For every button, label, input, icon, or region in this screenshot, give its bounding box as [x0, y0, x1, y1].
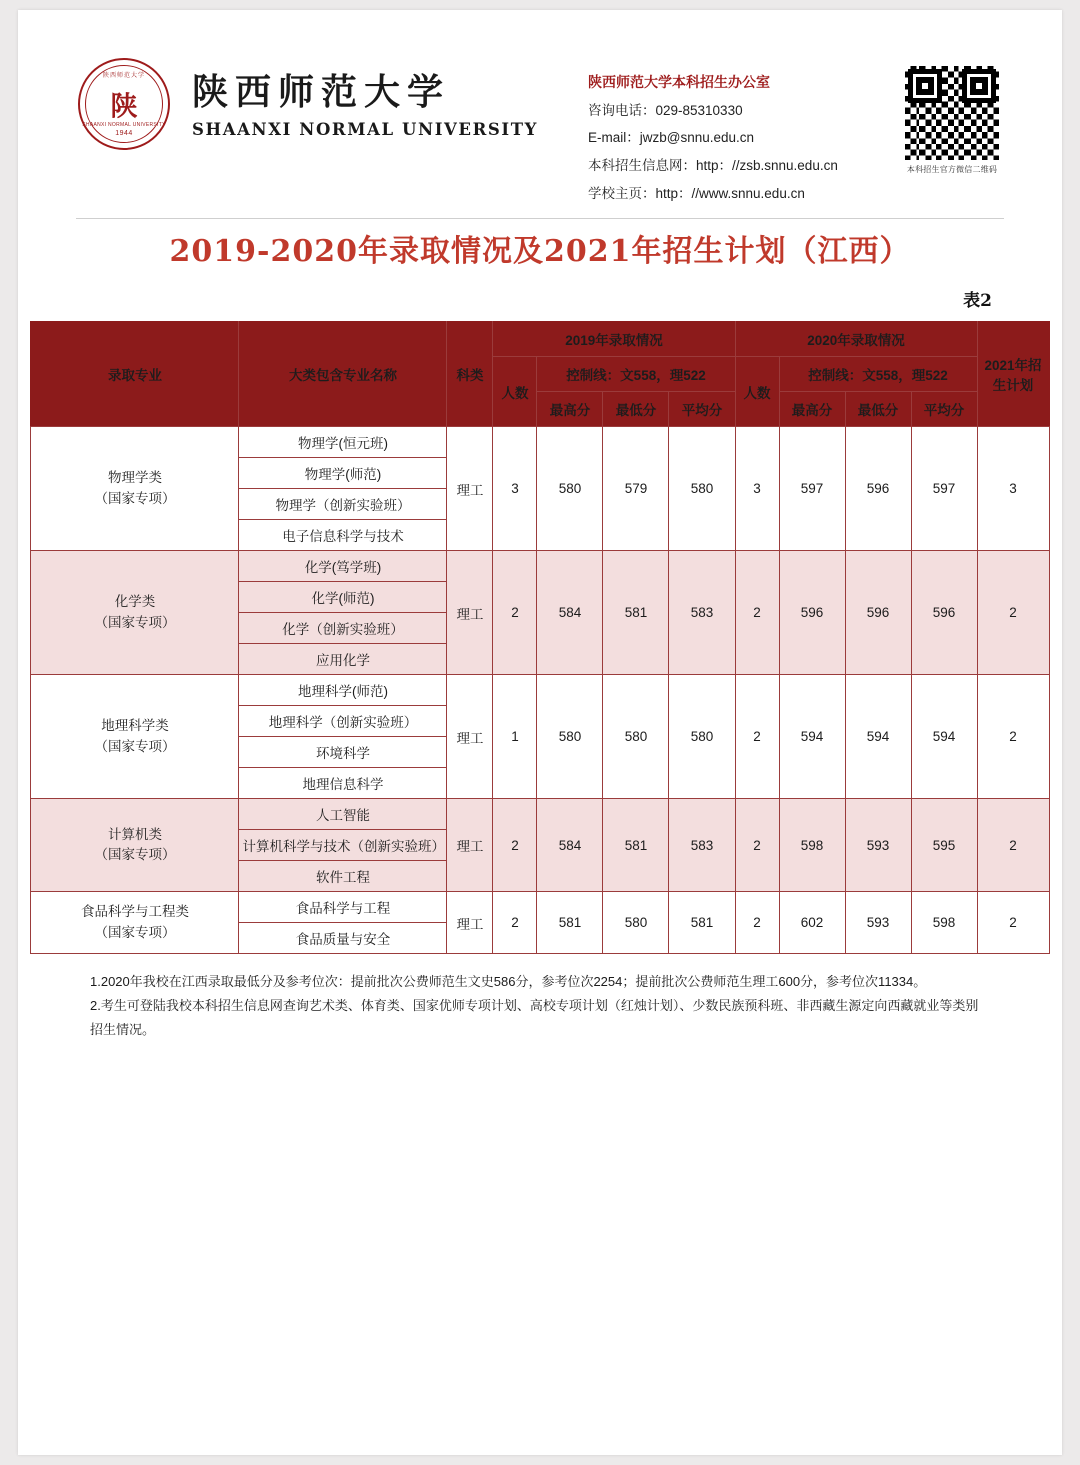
- seal-arc-bottom: SHAANXI NORMAL UNIVERSITY: [82, 122, 166, 128]
- cell-count-2020: 2: [735, 551, 779, 675]
- cell-lowest-2020: 594: [845, 675, 911, 799]
- cell-lowest-2019: 581: [603, 799, 669, 892]
- cell-sub-major: 化学（创新实验班）: [239, 613, 447, 644]
- th-average-2020: 平均分: [911, 392, 977, 427]
- table-label: 表2: [963, 291, 992, 311]
- notes-block: [90, 970, 990, 1042]
- cell-highest-2019: 580: [537, 675, 603, 799]
- cell-major-group: 地理科学类 （国家专项）: [31, 675, 239, 799]
- th-major-group: 录取专业: [31, 322, 239, 427]
- cell-lowest-2020: 593: [845, 799, 911, 892]
- cell-sub-major: 食品质量与安全: [239, 923, 447, 954]
- cell-major-group: 食品科学与工程类 （国家专项）: [31, 892, 239, 954]
- cell-sub-major: 地理科学(师范): [239, 675, 447, 706]
- university-logo-block: [78, 58, 538, 150]
- cell-lowest-2019: 579: [603, 427, 669, 551]
- cell-average-2019: 580: [669, 427, 735, 551]
- table-row: [31, 427, 1049, 458]
- cell-sub-major: 地理科学（创新实验班）: [239, 706, 447, 737]
- cell-count-2019: 2: [493, 799, 537, 892]
- cell-average-2020: 598: [911, 892, 977, 954]
- university-name-cn: 陕西师范大学: [192, 70, 451, 113]
- cell-highest-2020: 596: [779, 551, 845, 675]
- cell-sub-major: 化学(师范): [239, 582, 447, 613]
- cell-major-group: 物理学类 （国家专项）: [31, 427, 239, 551]
- cell-average-2019: 580: [669, 675, 735, 799]
- admission-website: 本科招生信息网：http：//zsb.snnu.edu.cn: [588, 158, 838, 174]
- cell-average-2019: 581: [669, 892, 735, 954]
- cell-average-2020: 596: [911, 551, 977, 675]
- contact-block: [588, 68, 838, 207]
- table-row: [31, 799, 1049, 830]
- cell-sub-major: 食品科学与工程: [239, 892, 447, 923]
- cell-category: 理工: [447, 892, 493, 954]
- table-row: [31, 675, 1049, 706]
- cell-count-2020: 2: [735, 799, 779, 892]
- th-highest-2020: 最高分: [779, 392, 845, 427]
- table-row: [31, 551, 1049, 582]
- th-control-2020: 控制线：文558，理522: [779, 357, 977, 392]
- th-count-2020: 人数: [735, 357, 779, 427]
- university-name-en: SHAANXI NORMAL UNIVERSITY: [192, 119, 539, 139]
- cell-sub-major: 物理学（创新实验班）: [239, 489, 447, 520]
- cell-category: 理工: [447, 675, 493, 799]
- cell-lowest-2019: 580: [603, 892, 669, 954]
- cell-highest-2019: 584: [537, 799, 603, 892]
- cell-count-2019: 1: [493, 675, 537, 799]
- cell-sub-major: 电子信息科学与技术: [239, 520, 447, 551]
- cell-sub-major: 环境科学: [239, 737, 447, 768]
- cell-count-2019: 2: [493, 892, 537, 954]
- th-category: 科类: [447, 322, 493, 427]
- cell-category: 理工: [447, 427, 493, 551]
- cell-plan-2021: 2: [977, 892, 1049, 954]
- cell-count-2019: 3: [493, 427, 537, 551]
- cell-average-2020: 597: [911, 427, 977, 551]
- th-included-majors: 大类包含专业名称: [239, 322, 447, 427]
- cell-category: 理工: [447, 551, 493, 675]
- table-head: [31, 322, 1049, 427]
- cell-sub-major: 化学(笃学班): [239, 551, 447, 582]
- cell-sub-major: 计算机科学与技术（创新实验班）: [239, 830, 447, 861]
- cell-highest-2019: 584: [537, 551, 603, 675]
- cell-sub-major: 人工智能: [239, 799, 447, 830]
- cell-lowest-2020: 596: [845, 427, 911, 551]
- cell-category: 理工: [447, 799, 493, 892]
- cell-average-2020: 595: [911, 799, 977, 892]
- cell-average-2019: 583: [669, 551, 735, 675]
- cell-highest-2019: 581: [537, 892, 603, 954]
- cell-sub-major: 应用化学: [239, 644, 447, 675]
- cell-count-2019: 2: [493, 551, 537, 675]
- seal-year: 1944: [115, 130, 133, 137]
- table-row: [31, 892, 1049, 923]
- cell-average-2020: 594: [911, 675, 977, 799]
- cell-sub-major: 物理学(师范): [239, 458, 447, 489]
- cell-count-2020: 2: [735, 675, 779, 799]
- th-control-2019: 控制线：文558，理522: [537, 357, 735, 392]
- th-count-2019: 人数: [493, 357, 537, 427]
- note-2: 2.考生可登陆我校本科招生信息网查询艺术类、体育类、国家优师专项计划、高校专项计划（红烛计划）、少数民族预科班、非西藏生源定向西藏就业等类别招生情况。: [90, 998, 979, 1038]
- th-year-2019: 2019年录取情况: [493, 322, 735, 357]
- university-seal-icon: [78, 58, 170, 150]
- cell-lowest-2019: 581: [603, 551, 669, 675]
- contact-email: E-mail：jwzb@snnu.edu.cn: [588, 130, 755, 146]
- cell-lowest-2019: 580: [603, 675, 669, 799]
- cell-count-2020: 2: [735, 892, 779, 954]
- header-divider: [76, 218, 1004, 219]
- cell-highest-2020: 602: [779, 892, 845, 954]
- th-average-2019: 平均分: [669, 392, 735, 427]
- seal-center-char: 陕: [110, 91, 138, 123]
- cell-count-2020: 3: [735, 427, 779, 551]
- seal-arc-top: 陕西师范大学: [102, 73, 146, 79]
- cell-major-group: 化学类 （国家专项）: [31, 551, 239, 675]
- cell-sub-major: 物理学(恒元班): [239, 427, 447, 458]
- th-lowest-2020: 最低分: [845, 392, 911, 427]
- document-header: [18, 10, 1062, 201]
- cell-highest-2020: 597: [779, 427, 845, 551]
- qr-code-icon: [904, 65, 1000, 161]
- university-names: [192, 70, 538, 139]
- cell-highest-2019: 580: [537, 427, 603, 551]
- cell-highest-2020: 598: [779, 799, 845, 892]
- document-page: [18, 10, 1062, 1455]
- cell-plan-2021: 2: [977, 799, 1049, 892]
- cell-plan-2021: 2: [977, 675, 1049, 799]
- contact-phone: 咨询电话：029-85310330: [588, 102, 743, 118]
- cell-plan-2021: 2: [977, 551, 1049, 675]
- th-highest-2019: 最高分: [537, 392, 603, 427]
- cell-lowest-2020: 596: [845, 551, 911, 675]
- qr-caption: 本科招生官方微信二维码: [906, 165, 998, 174]
- admission-office-name: 陕西师范大学本科招生办公室: [588, 74, 770, 90]
- qr-block: [900, 65, 1004, 175]
- cell-sub-major: 软件工程: [239, 861, 447, 892]
- admission-table: [30, 321, 1049, 954]
- cell-average-2019: 583: [669, 799, 735, 892]
- cell-major-group: 计算机类 （国家专项）: [31, 799, 239, 892]
- page-title: 2019-2020年录取情况及2021年招生计划（江西）: [169, 234, 911, 269]
- cell-lowest-2020: 593: [845, 892, 911, 954]
- university-homepage: 学校主页：http：//www.snnu.edu.cn: [588, 185, 805, 201]
- table-body: [31, 427, 1049, 954]
- note-1: 1.2020年我校在江西录取最低分及参考位次：提前批次公费师范生文史586分，参考位次2254；提前批次公费师范生理工600分，参考位次11334。: [90, 974, 927, 989]
- cell-plan-2021: 3: [977, 427, 1049, 551]
- cell-sub-major: 地理信息科学: [239, 768, 447, 799]
- th-lowest-2019: 最低分: [603, 392, 669, 427]
- th-plan-2021: 2021年招生计划: [977, 322, 1049, 427]
- cell-highest-2020: 594: [779, 675, 845, 799]
- th-year-2020: 2020年录取情况: [735, 322, 977, 357]
